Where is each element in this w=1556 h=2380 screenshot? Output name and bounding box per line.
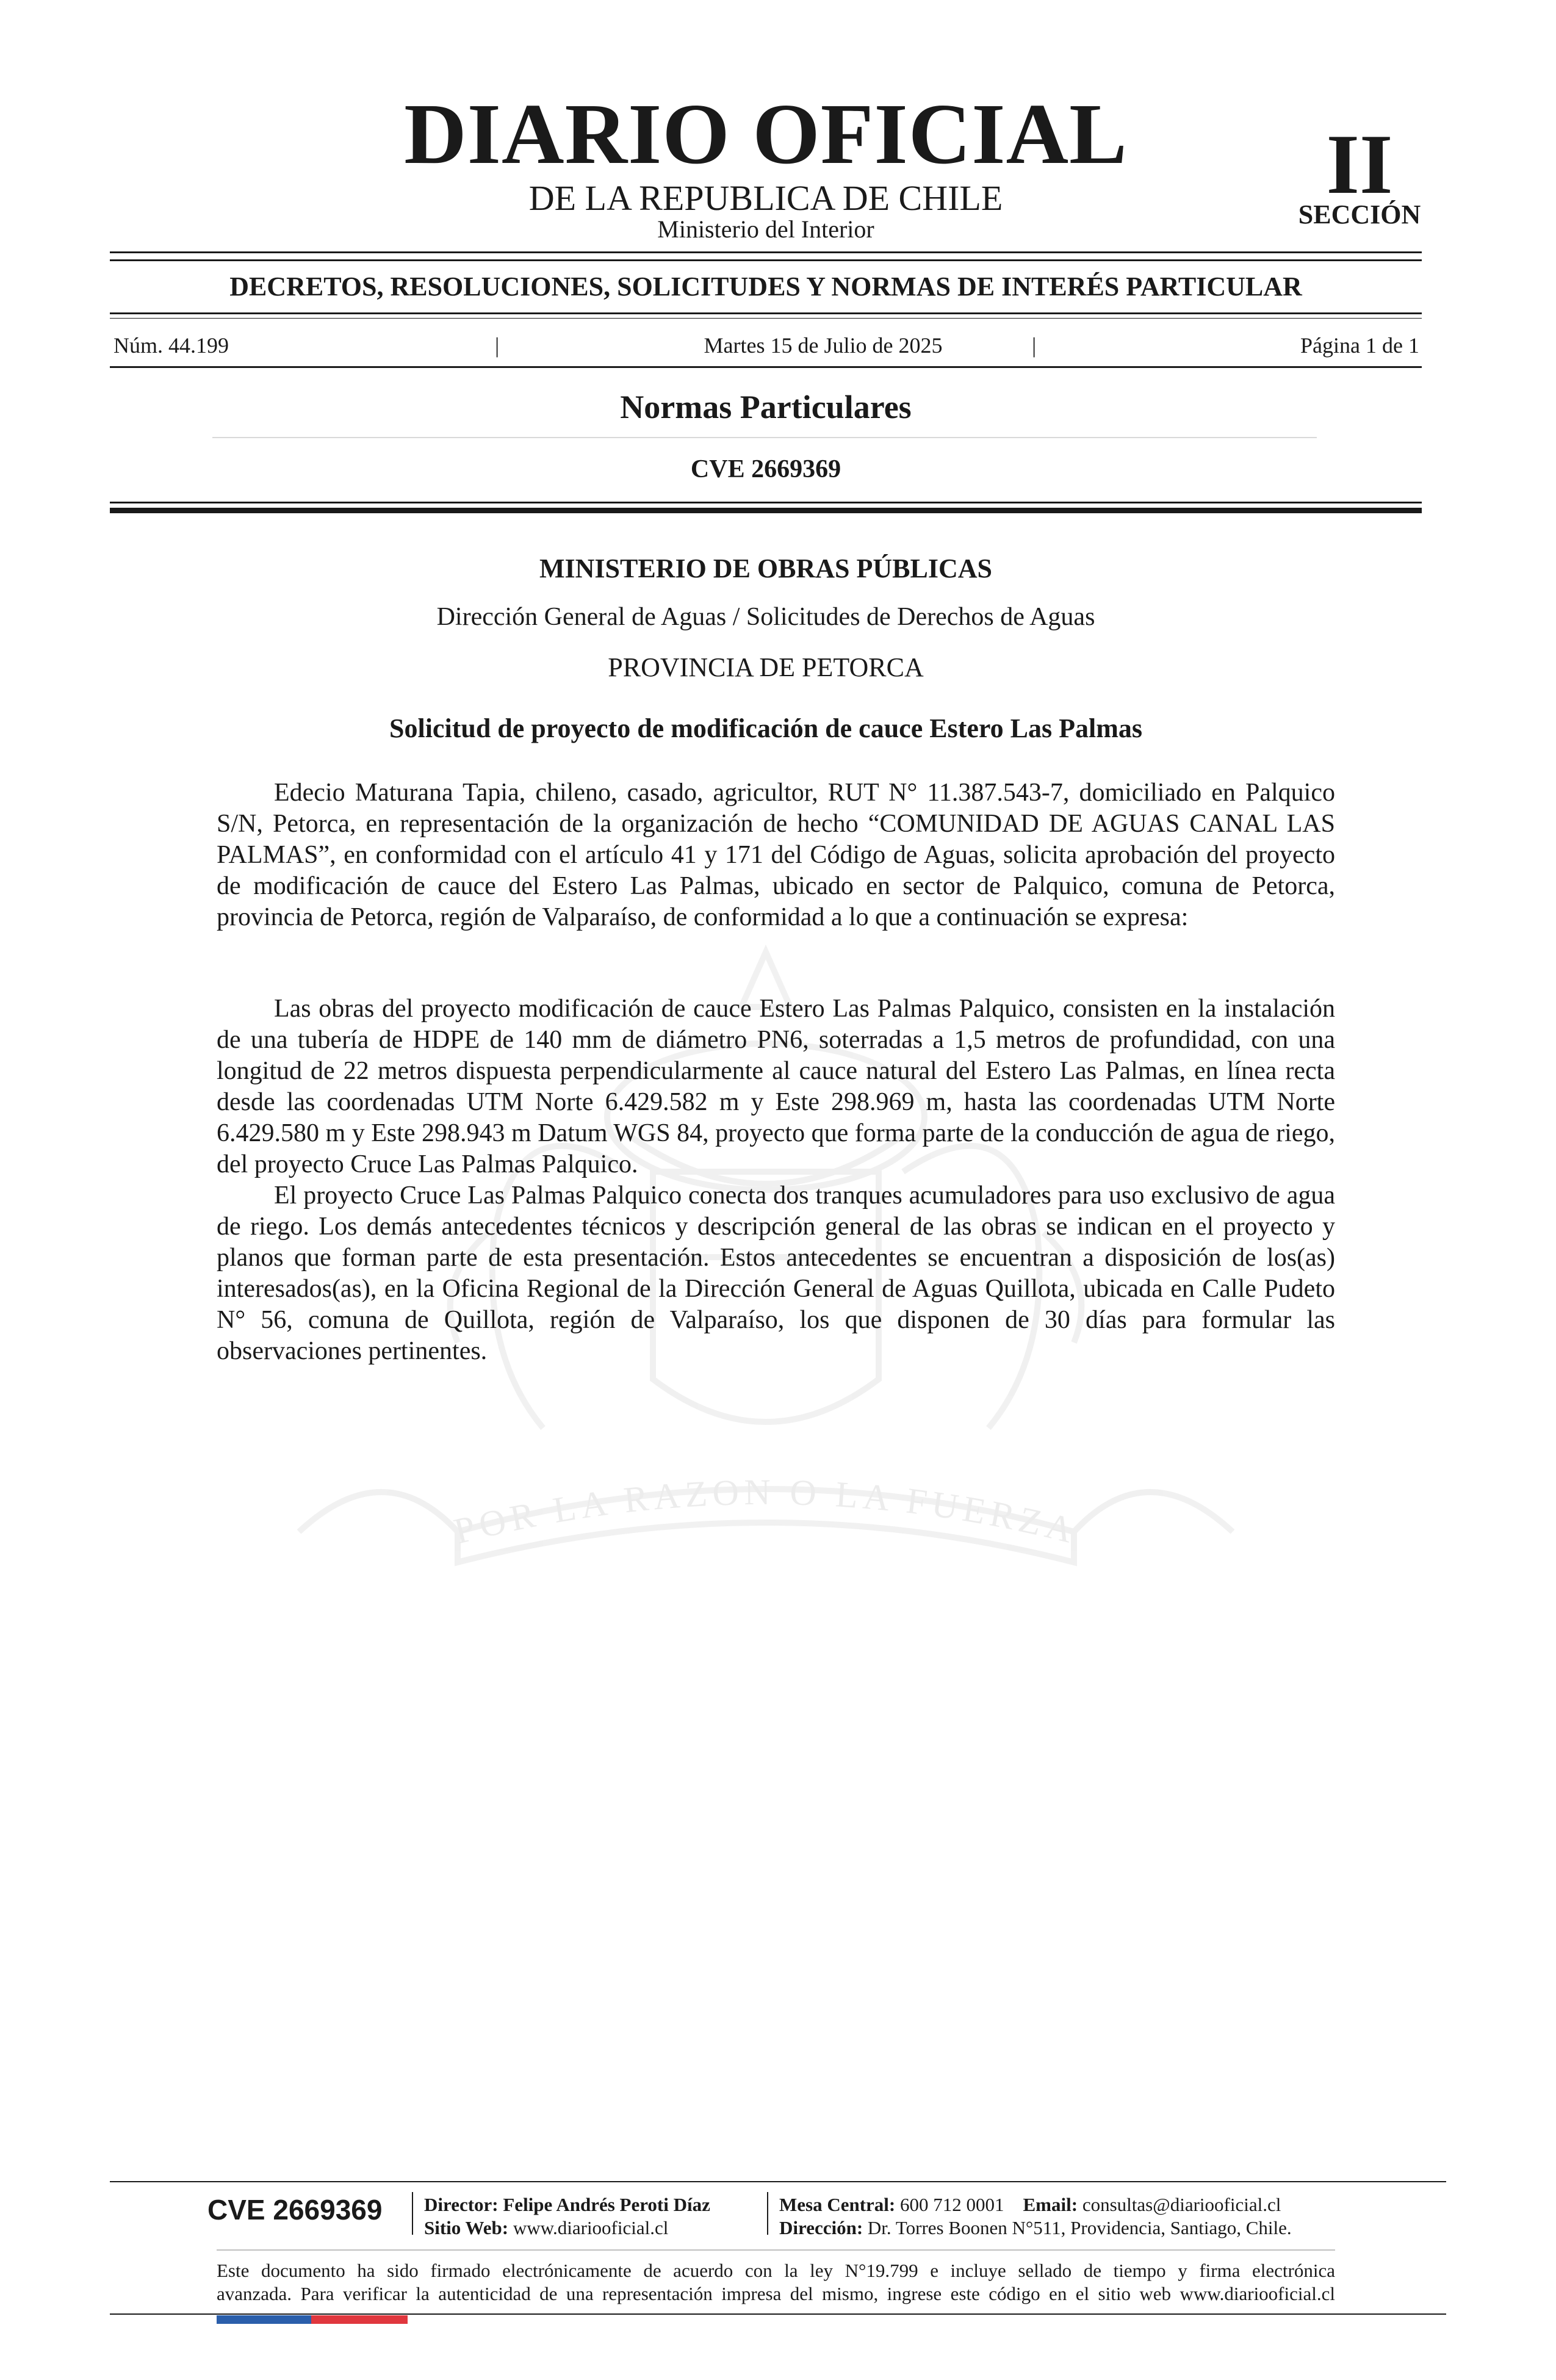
masthead-ministry: Ministerio del Interior	[657, 215, 874, 243]
paragraph-2: Las obras del proyecto modificación de cauce Estero Las Palmas Palquico, consisten en la instalación de una tubería de HDPE de 140 mm de diámetro PN6, soterradas a 1,5 metros de profundidad, con una longitud de 22 metros dispuesta perpendicularmente al cauce natural del Estero Las Palmas, en línea recta desde las coordenadas UTM Norte 6.429.582 m y Este 298.969 m, hasta las coordenadas UTM Norte 6.429.580 m y Este 298.943 m Datum WGS 84, proyecto que forma parte de la conducción de agua de riego, del proyecto Cruce Las Palmas Palquico.	[217, 995, 1335, 1178]
page-indicator: Página 1 de 1	[1300, 333, 1419, 358]
document-body-paragraph	[217, 777, 1335, 933]
paragraph-1: Edecio Maturana Tapia, chileno, casado, agricultor, RUT N° 11.387.543-7, domiciliado en Palquico S/N, Petorca, en representación de la organización de hecho “COMUNIDAD DE AGUAS CANAL LAS PALMAS”, en conformidad con el artículo 41 y 171 del Código de Aguas, solicita aprobación del proyecto de modificación de cauce del Estero Las Palmas, ubicado en sector de Palquico, comuna de Petorca, provincia de Petorca, región de Valparaíso, de conformidad a lo que a continuación se expresa:	[217, 779, 1335, 931]
flag-stripe-red	[311, 2315, 408, 2324]
footer-rule-mid	[217, 2249, 1335, 2251]
flag-stripe-blue	[217, 2315, 311, 2324]
issue-number: Núm. 44.199	[113, 333, 229, 358]
document-ministry: MINISTERIO DE OBRAS PÚBLICAS	[539, 554, 993, 583]
footer-separator	[767, 2192, 768, 2235]
info-separator: |	[1032, 333, 1037, 358]
info-separator: |	[495, 333, 500, 358]
masthead-rule-top	[110, 251, 1422, 253]
director-name: Felipe Andrés Peroti Díaz	[503, 2194, 710, 2215]
masthead-rule-bottom	[110, 259, 1422, 261]
phone-label: Mesa Central:	[779, 2194, 896, 2215]
email-label: Email:	[1023, 2194, 1078, 2215]
website-label: Sitio Web:	[424, 2217, 509, 2238]
header-rule-thick	[110, 508, 1422, 513]
watermark-motto: POR LA RAZON O LA FUERZA	[450, 1471, 1082, 1552]
issue-date: Martes 15 de Julio de 2025	[704, 333, 943, 358]
banner-rule-thin	[110, 318, 1422, 319]
banner-heading: DECRETOS, RESOLUCIONES, SOLICITUDES Y NORMAS DE INTERÉS PARTICULAR	[229, 272, 1302, 301]
footer-legal-line-1: Este documento ha sido firmado electrónicamente de acuerdo con la ley N°19.799 e incluye sellado de tiempo y firma electrónica	[217, 2260, 1335, 2281]
footer-director-block	[424, 2193, 710, 2240]
document-body-paragraphs	[217, 993, 1335, 1367]
section-title: Normas Particulares	[620, 389, 912, 425]
email-link[interactable]: consultas@diariooficial.cl	[1082, 2194, 1281, 2215]
footer-rule-top	[110, 2181, 1446, 2182]
cve-code: CVE 2669369	[690, 455, 841, 483]
footer-contact-block	[779, 2193, 1292, 2240]
document-title: Solicitud de proyecto de modificación de cauce Estero Las Palmas	[389, 713, 1142, 743]
masthead-subtitle: DE LA REPUBLICA DE CHILE	[528, 178, 1003, 218]
section-number: II	[1326, 117, 1393, 212]
infobar-rule	[110, 366, 1422, 368]
document-direccion: Dirección General de Aguas / Solicitudes de Derechos de Aguas	[436, 603, 1095, 631]
header-rule-thin	[110, 502, 1422, 503]
director-label: Director:	[424, 2194, 499, 2215]
section-label: SECCIÓN	[1298, 200, 1421, 229]
banner-rule-top	[110, 312, 1422, 314]
section-divider	[212, 437, 1317, 438]
paragraph-3: El proyecto Cruce Las Palmas Palquico conecta dos tranques acumuladores para uso exclusivo de agua de riego. Los demás antecedentes técnicos y descripción general de las obras se indican en el proyecto y planos que forman parte de esta presentación. Estos antecedentes se encuentran a disposición de los(as) interesados(as), en la Oficina Regional de la Dirección General de Aguas Quillota, ubicada en Calle Pudeto N° 56, comuna de Quillota, región de Valparaíso, los que disponen de 30 días para formular las observaciones pertinentes.	[217, 1181, 1335, 1365]
footer-legal-line-2: avanzada. Para verificar la autenticidad de una representación impresa del mismo, ingrese este código en el sitio web www.diariooficial.cl	[217, 2283, 1335, 2304]
footer-cve-code: CVE 2669369	[207, 2194, 383, 2226]
footer-separator	[412, 2192, 413, 2235]
footer-rule-bottom	[110, 2313, 1446, 2315]
svg-text:POR LA RAZON O LA FUERZA	[450, 1472, 1082, 1552]
phone-number: 600 712 0001	[900, 2194, 1004, 2215]
address-label: Dirección:	[779, 2217, 863, 2238]
document-provincia: PROVINCIA DE PETORCA	[608, 652, 924, 682]
masthead-title: DIARIO OFICIAL	[404, 85, 1128, 182]
website-link[interactable]: www.diariooficial.cl	[513, 2217, 669, 2238]
address-text: Dr. Torres Boonen N°511, Providencia, Santiago, Chile.	[867, 2217, 1292, 2238]
